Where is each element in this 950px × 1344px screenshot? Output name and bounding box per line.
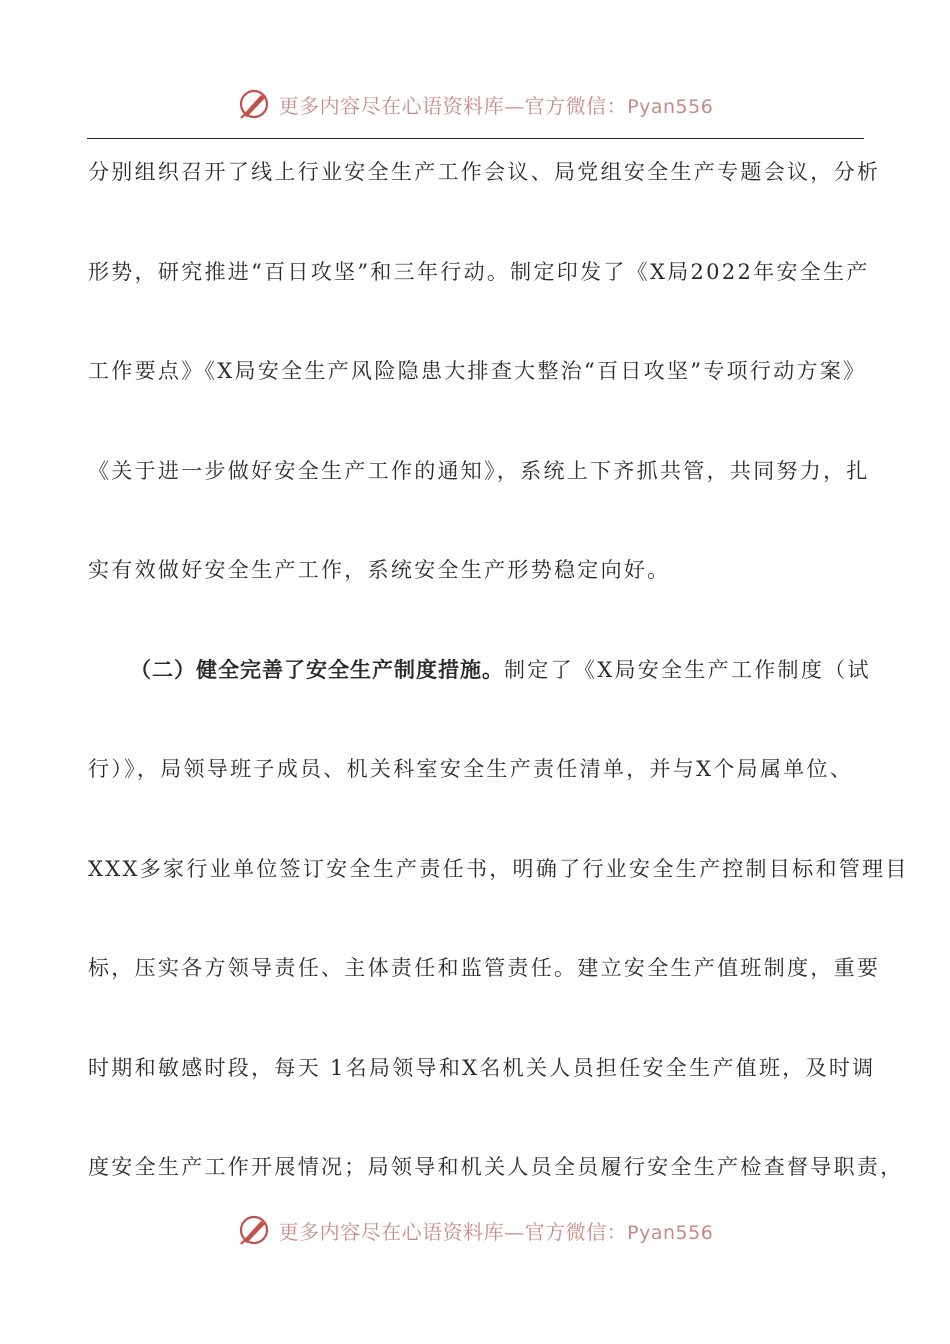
pen-circle-logo-icon xyxy=(237,1213,271,1247)
text-line: 《关于进一步做好安全生产工作的通知》，系统上下齐抓共管，共同努力，扎 xyxy=(88,458,870,483)
watermark-text: 更多内容尽在心语资料库—官方微信：Pyan556 xyxy=(278,1219,714,1244)
header-watermark xyxy=(0,84,950,124)
footer-watermark xyxy=(0,1210,950,1250)
document-body xyxy=(88,142,909,1237)
pen-circle-logo-icon xyxy=(237,87,271,121)
text-line: 分别组织召开了线上行业安全生产工作会议、局党组安全生产专题会议，分析 xyxy=(88,160,881,184)
section-heading: （二）健全完善了安全生产制度措施。 xyxy=(130,657,504,682)
text-line: 工作要点》《X局安全生产风险隐患大排查大整治“百日攻坚”专项行动方案》 xyxy=(88,359,867,383)
text-line-rest: 制定了《X局安全生产工作制度（试 xyxy=(504,657,871,682)
text-line: 行）》，局领导班子成员、机关科室安全生产责任清单，并与X个局属单位、 xyxy=(88,757,854,781)
text-line: 时期和敏感时段，每天 1名局领导和X名机关人员担任安全生产值班，及时调 xyxy=(88,1055,876,1080)
section-heading-line xyxy=(88,640,871,740)
text-line: 形势，研究推进“百日攻坚”和三年行动。制定印发了《X局2022年安全生产 xyxy=(88,259,870,284)
text-line: XXX多家行业单位签订安全生产责任书，明确了行业安全生产控制目标和管理目 xyxy=(88,856,909,881)
header-divider xyxy=(87,138,864,139)
text-line: 实有效做好安全生产工作，系统安全生产形势稳定向好。 xyxy=(88,558,671,582)
watermark-text: 更多内容尽在心语资料库—官方微信：Pyan556 xyxy=(278,93,714,118)
text-line: 度安全生产工作开展情况；局领导和机关人员全员履行安全生产检查督导职责， xyxy=(88,1155,904,1179)
text-line: 标，压实各方领导责任、主体责任和监管责任。建立安全生产值班制度，重要 xyxy=(88,956,881,980)
